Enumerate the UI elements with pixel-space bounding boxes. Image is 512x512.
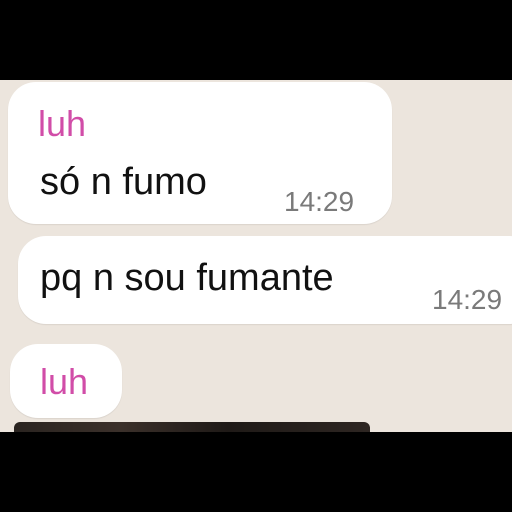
sender-name[interactable]: luh [40, 361, 89, 402]
message-bubble-2[interactable] [18, 236, 512, 324]
message-bubble-1[interactable] [8, 82, 392, 224]
message-text: pq n sou fumante [40, 257, 334, 299]
message-text: só n fumo [40, 161, 207, 203]
message-bubble-3[interactable] [10, 344, 122, 418]
message-time: 14:29 [432, 284, 503, 315]
image-attachment-preview[interactable] [14, 422, 370, 432]
sender-name[interactable]: luh [38, 103, 87, 144]
message-time: 14:29 [284, 186, 355, 217]
chat-area[interactable] [0, 80, 512, 432]
